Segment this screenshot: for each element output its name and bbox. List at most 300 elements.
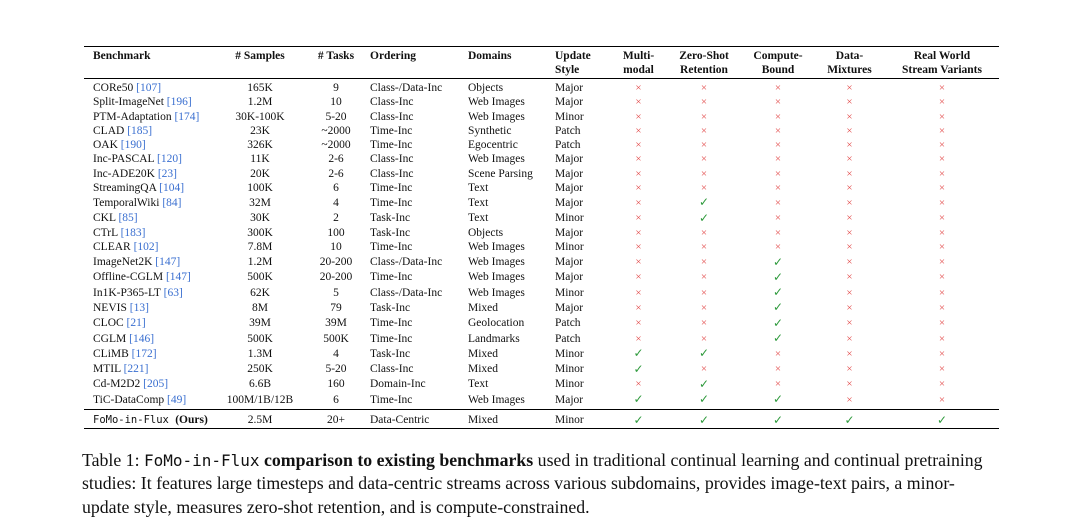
table-row — [84, 138, 999, 152]
cross-mark-icon: × — [635, 110, 642, 123]
mark-cell — [666, 110, 742, 124]
domains-cell: Web Images — [468, 96, 525, 109]
domains-cell: Synthetic — [468, 124, 512, 137]
mark-cell — [814, 110, 885, 124]
mark-cell — [666, 95, 742, 109]
check-mark-icon: ✓ — [772, 254, 784, 269]
tasks-cell: 20-200 — [319, 256, 353, 269]
samples-cell: 326K — [247, 139, 273, 152]
mark-cell — [885, 316, 999, 331]
citation-link: [205] — [143, 378, 169, 391]
update-style-cell: Minor — [555, 212, 584, 225]
mark-cell — [885, 195, 999, 210]
cross-mark-icon: × — [635, 301, 642, 314]
cross-mark-icon: × — [846, 256, 853, 269]
update-style-cell: Major — [555, 196, 584, 209]
mark-cell — [611, 110, 666, 124]
tasks-cell: 5-20 — [325, 110, 347, 123]
mark-cell — [666, 392, 742, 409]
cross-mark-icon: × — [938, 271, 946, 284]
mark-cell — [814, 409, 885, 428]
benchmark-name: Inc-ADE20K — [93, 167, 158, 180]
tasks-cell: 2-6 — [328, 167, 344, 180]
cross-mark-icon: × — [774, 347, 782, 360]
mark-cell — [885, 181, 999, 195]
cross-mark-icon: × — [846, 347, 853, 360]
samples-cell: 11K — [250, 153, 270, 166]
benchmark-name: CORe50 — [93, 82, 137, 94]
table-row — [84, 285, 999, 300]
samples-cell: 6.6B — [248, 378, 272, 391]
ordering-cell: Data-Centric — [368, 409, 466, 428]
cross-mark-icon: × — [846, 182, 853, 195]
column-header — [885, 47, 999, 79]
cross-mark-icon: × — [846, 286, 853, 299]
cross-mark-icon: × — [938, 301, 946, 314]
benchmark-name-cell — [84, 167, 216, 181]
caption-label: Table 1: — [82, 450, 140, 470]
check-mark-icon: ✓ — [772, 392, 784, 407]
mark-cell — [611, 300, 666, 315]
mark-cell — [611, 392, 666, 409]
table-row — [84, 226, 999, 240]
mark-cell — [885, 409, 999, 428]
mark-cell — [814, 181, 885, 195]
mark-cell — [885, 300, 999, 315]
mark-cell — [666, 138, 742, 152]
table-row — [84, 316, 999, 331]
domains-cell: Web Images — [468, 153, 525, 166]
column-header-text: modal — [623, 64, 654, 76]
citation-link: [183] — [120, 226, 146, 239]
mark-cell — [742, 211, 814, 226]
samples-cell: 100K — [247, 182, 273, 195]
benchmark-name: Inc-PASCAL — [93, 153, 158, 166]
mark-cell — [814, 79, 885, 96]
mark-cell — [742, 181, 814, 195]
mark-cell — [611, 79, 666, 96]
column-header-text: Domains — [468, 50, 512, 62]
mark-cell — [885, 240, 999, 254]
check-mark-icon: ✓ — [772, 315, 784, 330]
benchmark-name-cell — [84, 124, 216, 138]
column-header — [814, 47, 885, 79]
ordering-cell: Class-Inc — [370, 153, 414, 166]
mark-cell — [611, 226, 666, 240]
tasks-cell: ~2000 — [321, 139, 351, 152]
citation-link: [146] — [129, 332, 155, 345]
benchmark-name-cell — [84, 346, 216, 361]
cross-mark-icon: × — [700, 226, 708, 239]
cross-mark-icon: × — [938, 196, 946, 209]
ordering-cell: Time-Inc — [370, 332, 413, 345]
mark-cell — [611, 124, 666, 138]
ordering-cell: Time-Inc — [370, 241, 413, 254]
citation-link: [174] — [174, 110, 200, 123]
column-header-text: Stream Variants — [902, 64, 982, 76]
benchmark-name-cell — [84, 316, 216, 331]
cross-mark-icon: × — [700, 317, 708, 330]
benchmark-name: CLEAR — [93, 241, 134, 254]
ordering-cell: Task-Inc — [370, 226, 411, 239]
domains-cell: Mixed — [468, 301, 499, 314]
mark-cell — [885, 95, 999, 109]
cross-mark-icon: × — [635, 271, 642, 284]
mark-cell — [814, 300, 885, 315]
cross-mark-icon: × — [846, 82, 853, 94]
cross-mark-icon: × — [846, 301, 853, 314]
cross-mark-icon: × — [700, 153, 708, 166]
cross-mark-icon: × — [938, 139, 946, 152]
check-mark-icon: ✓ — [772, 412, 784, 427]
update-style-cell: Patch — [555, 124, 581, 137]
check-mark-icon: ✓ — [698, 195, 710, 210]
table-row — [84, 331, 999, 346]
ordering-cell: Time-Inc — [370, 196, 413, 209]
cross-mark-icon: × — [700, 271, 708, 284]
citation-link: [13] — [129, 301, 149, 314]
cross-mark-icon: × — [700, 82, 708, 94]
cross-mark-icon: × — [846, 212, 853, 225]
mark-cell — [742, 240, 814, 254]
table-row — [84, 362, 999, 377]
domains-cell: Text — [468, 196, 489, 209]
mark-cell — [666, 181, 742, 195]
column-header — [611, 47, 666, 79]
cross-mark-icon: × — [846, 363, 853, 376]
ordering-cell: Class-Inc — [370, 110, 414, 123]
cross-mark-icon: × — [846, 332, 853, 345]
cross-mark-icon: × — [774, 110, 782, 123]
column-header-text: Benchmark — [93, 50, 151, 62]
domains-cell: Objects — [468, 82, 504, 94]
mark-cell — [742, 110, 814, 124]
domains-cell: Web Images — [468, 286, 525, 299]
samples-cell: 100M/1B/12B — [226, 393, 294, 406]
cross-mark-icon: × — [774, 363, 782, 376]
samples-cell: 7.8M — [247, 241, 273, 254]
update-style-cell: Minor — [555, 286, 584, 299]
mark-cell — [814, 95, 885, 109]
table-row — [84, 255, 999, 270]
mark-cell — [742, 255, 814, 270]
mark-cell — [611, 195, 666, 210]
cross-mark-icon: × — [938, 212, 946, 225]
mark-cell — [742, 226, 814, 240]
column-header-text: Compute- — [753, 50, 803, 62]
benchmark-name: StreamingQA — [93, 182, 160, 195]
mark-cell — [611, 152, 666, 166]
check-mark-icon: ✓ — [772, 285, 784, 300]
tasks-cell: 20-200 — [319, 271, 353, 284]
table-row — [84, 195, 999, 210]
benchmark-name: TiC-DataComp — [93, 393, 168, 406]
mark-cell — [742, 152, 814, 166]
mark-cell — [814, 240, 885, 254]
cross-mark-icon: × — [846, 271, 853, 284]
benchmark-name-cell — [84, 377, 216, 392]
cross-mark-icon: × — [700, 110, 708, 123]
column-header — [742, 47, 814, 79]
cross-mark-icon: × — [635, 212, 642, 225]
mark-cell — [885, 110, 999, 124]
tasks-cell: 2-6 — [328, 153, 344, 166]
mark-cell — [666, 285, 742, 300]
check-mark-icon: ✓ — [698, 376, 710, 391]
cross-mark-icon: × — [938, 363, 946, 376]
samples-cell: 250K — [247, 363, 273, 376]
cross-mark-icon: × — [774, 167, 782, 180]
mark-cell — [611, 346, 666, 361]
benchmark-name: Split-ImageNet — [93, 96, 167, 109]
benchmark-name: CKL — [93, 212, 119, 225]
mark-cell — [666, 255, 742, 270]
mark-cell — [611, 181, 666, 195]
citation-link: [84] — [162, 196, 182, 209]
mark-cell — [666, 240, 742, 254]
caption-benchmark-name: FoMo-in-Flux — [143, 451, 260, 470]
cross-mark-icon: × — [938, 96, 946, 109]
check-mark-icon: ✓ — [633, 361, 644, 376]
domains-cell: Geolocation — [468, 317, 525, 330]
cross-mark-icon: × — [774, 212, 782, 225]
mark-cell — [814, 255, 885, 270]
cross-mark-icon: × — [846, 378, 853, 391]
citation-link: [147] — [155, 256, 181, 269]
domains-cell: Web Images — [468, 271, 525, 284]
citation-link: [221] — [123, 363, 149, 376]
table-body — [84, 79, 999, 429]
mark-cell — [742, 316, 814, 331]
mark-cell — [885, 138, 999, 152]
caption-bold-text: comparison to existing benchmarks — [264, 450, 534, 470]
mark-cell — [814, 285, 885, 300]
cross-mark-icon: × — [700, 182, 708, 195]
cross-mark-icon: × — [635, 378, 642, 391]
check-mark-icon: ✓ — [633, 392, 644, 407]
ordering-cell: Time-Inc — [370, 124, 413, 137]
mark-cell — [885, 124, 999, 138]
cross-mark-icon: × — [846, 317, 853, 330]
mark-cell — [814, 138, 885, 152]
check-mark-icon: ✓ — [698, 392, 710, 407]
cross-mark-icon: × — [846, 96, 853, 109]
cross-mark-icon: × — [700, 241, 708, 254]
citation-link: [85] — [118, 212, 138, 225]
mark-cell — [666, 300, 742, 315]
domains-cell: Web Images — [468, 241, 525, 254]
ordering-cell: Task-Inc — [370, 347, 411, 360]
cross-mark-icon: × — [635, 153, 642, 166]
cross-mark-icon: × — [774, 153, 782, 166]
cross-mark-icon: × — [846, 226, 853, 239]
samples-cell: 165K — [247, 82, 273, 94]
benchmark-name: Cd-M2D2 — [93, 378, 144, 391]
cross-mark-icon: × — [774, 139, 782, 152]
samples-cell: 1.3M — [247, 347, 273, 360]
mark-cell — [611, 95, 666, 109]
column-header — [304, 47, 368, 79]
column-header-text: Bound — [761, 64, 795, 76]
benchmark-name: Offline-CGLM — [93, 271, 166, 284]
table-row — [84, 211, 999, 226]
benchmark-name-cell — [84, 181, 216, 195]
check-mark-icon: ✓ — [772, 300, 784, 315]
samples-cell: 23K — [250, 124, 270, 137]
ordering-cell: Time-Inc — [370, 182, 413, 195]
table-row — [84, 152, 999, 166]
mark-cell — [885, 211, 999, 226]
check-mark-icon: ✓ — [936, 412, 948, 427]
mark-cell — [611, 138, 666, 152]
column-header — [666, 47, 742, 79]
mark-cell — [611, 270, 666, 285]
citation-link: [107] — [136, 82, 162, 94]
mark-cell — [742, 195, 814, 210]
cross-mark-icon: × — [774, 96, 782, 109]
mark-cell — [814, 152, 885, 166]
domains-cell: Web Images — [468, 393, 525, 406]
citation-link: [172] — [131, 347, 157, 360]
mark-cell — [611, 316, 666, 331]
column-header-text: Retention — [680, 64, 728, 76]
mark-cell — [611, 255, 666, 270]
mark-cell — [742, 124, 814, 138]
column-header-text: Mixtures — [827, 64, 872, 76]
mark-cell — [666, 270, 742, 285]
mark-cell — [814, 211, 885, 226]
cross-mark-icon: × — [938, 332, 946, 345]
update-style-cell: Major — [555, 182, 584, 195]
citation-link: [147] — [165, 271, 191, 284]
benchmark-name: CLiMB — [93, 347, 132, 360]
update-style-cell: Major — [555, 96, 584, 109]
update-style-cell: Minor — [555, 347, 584, 360]
cross-mark-icon: × — [938, 167, 946, 180]
mark-cell — [814, 124, 885, 138]
column-header-text: Update — [555, 50, 591, 62]
cross-mark-icon: × — [938, 153, 946, 166]
ordering-cell: Time-Inc — [370, 271, 413, 284]
column-header — [368, 47, 466, 79]
tasks-cell: 20+ — [304, 409, 368, 428]
cross-mark-icon: × — [938, 82, 946, 94]
benchmark-name-cell — [84, 255, 216, 270]
mark-cell — [742, 392, 814, 409]
mark-cell — [666, 377, 742, 392]
benchmark-name: ImageNet2K — [93, 256, 156, 269]
citation-link: [190] — [120, 139, 146, 152]
mark-cell — [742, 409, 814, 428]
table-row — [84, 110, 999, 124]
benchmark-name-cell — [84, 240, 216, 254]
benchmark-name-cell — [84, 392, 216, 409]
samples-cell: 300K — [247, 226, 273, 239]
check-mark-icon: ✓ — [844, 412, 855, 427]
update-style-cell: Major — [555, 82, 584, 94]
table-row — [84, 300, 999, 315]
mark-cell — [885, 79, 999, 96]
mark-cell — [885, 285, 999, 300]
benchmark-name-cell — [84, 409, 216, 428]
cross-mark-icon: × — [938, 182, 946, 195]
column-header — [84, 47, 216, 79]
column-header-text: Real World — [913, 50, 971, 62]
table-caption — [82, 449, 1002, 519]
cross-mark-icon: × — [700, 301, 708, 314]
cross-mark-icon: × — [635, 82, 642, 94]
ordering-cell: Class-Inc — [370, 167, 414, 180]
table-row — [84, 346, 999, 361]
check-mark-icon: ✓ — [772, 331, 784, 346]
citation-link: [102] — [133, 241, 159, 254]
mark-cell — [666, 316, 742, 331]
tasks-cell: ~2000 — [321, 124, 351, 137]
samples-cell: 500K — [247, 271, 273, 284]
samples-cell: 1.2M — [247, 256, 273, 269]
samples-cell: 1.2M — [247, 96, 273, 109]
tasks-cell: 5-20 — [325, 363, 347, 376]
column-header-text: Multi- — [622, 50, 655, 62]
tasks-cell: 10 — [330, 96, 342, 109]
benchmark-name-cell — [84, 110, 216, 124]
tasks-cell: 160 — [327, 378, 345, 391]
cross-mark-icon: × — [846, 167, 853, 180]
samples-cell: 500K — [247, 332, 273, 345]
check-mark-icon: ✓ — [633, 346, 644, 361]
mark-cell — [611, 362, 666, 377]
check-mark-icon: ✓ — [772, 269, 784, 284]
cross-mark-icon: × — [846, 196, 853, 209]
cross-mark-icon: × — [700, 167, 708, 180]
cross-mark-icon: × — [938, 124, 946, 137]
domains-cell: Text — [468, 182, 489, 195]
cross-mark-icon: × — [774, 124, 782, 137]
benchmark-name-cell — [84, 285, 216, 300]
caption-body-text: used in traditional continual learning and continual pretraining studies: It features large timesteps and data-centric streams across various subdomains, provides image-text pairs, a minor-update style, measures zero-shot retention, and is compute-constrained. — [82, 450, 983, 517]
cross-mark-icon: × — [938, 241, 946, 254]
check-mark-icon: ✓ — [698, 412, 710, 427]
check-mark-icon: ✓ — [633, 412, 644, 427]
update-style-cell: Minor — [555, 241, 584, 254]
benchmark-name: OAK — [93, 139, 121, 152]
tasks-cell: 9 — [333, 82, 339, 94]
mark-cell — [742, 95, 814, 109]
benchmark-name-cell — [84, 226, 216, 240]
table-row — [84, 240, 999, 254]
citation-link: [196] — [166, 96, 192, 109]
cross-mark-icon: × — [846, 110, 853, 123]
mark-cell — [666, 152, 742, 166]
benchmark-table — [84, 46, 999, 429]
mark-cell — [742, 346, 814, 361]
benchmark-name-cell — [84, 211, 216, 226]
cross-mark-icon: × — [635, 96, 642, 109]
header-row — [84, 47, 999, 79]
tasks-cell: 4 — [333, 196, 339, 209]
ordering-cell: Class-/Data-Inc — [370, 286, 443, 299]
benchmark-name-cell — [84, 331, 216, 346]
cross-mark-icon: × — [635, 226, 642, 239]
domains-cell: Mixed — [468, 347, 499, 360]
domains-cell: Web Images — [468, 110, 525, 123]
samples-cell: 30K — [250, 212, 270, 225]
citation-link: [120] — [157, 153, 182, 166]
samples-cell: 32M — [249, 196, 271, 209]
benchmark-name-cell — [84, 300, 216, 315]
benchmark-name-cell — [84, 138, 216, 152]
mark-cell — [666, 211, 742, 226]
